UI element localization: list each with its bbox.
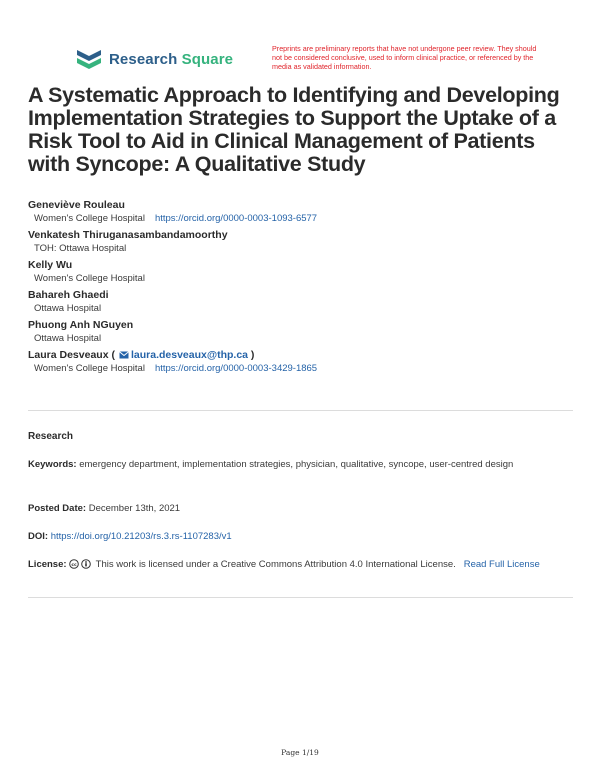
research-square-logo[interactable] <box>75 48 233 70</box>
author-entry <box>28 228 576 255</box>
author-entry <box>28 318 576 345</box>
author-name: Geneviève Rouleau <box>28 199 125 211</box>
svg-text:cc: cc <box>71 563 77 568</box>
author-name: Phuong Anh NGuyen <box>28 319 134 331</box>
orcid-link[interactable]: https://orcid.org/0000-0003-1093-6577 <box>154 213 318 224</box>
author-affiliation: TOH: Ottawa Hospital <box>34 243 127 254</box>
divider <box>28 410 573 411</box>
paper-title: A Systematic Approach to Identifying and Developing Implementation Strategies to Support the Uptake of a Risk Tool to Aid in Clinical Management of Patients with Syncope: A Qualitative Study <box>28 83 560 176</box>
email-link[interactable]: laura.desveaux@thp.ca <box>130 349 249 361</box>
preprint-disclaimer: Preprints are preliminary reports that have not undergone peer review. They should not be considered conclusive, used to inform clinical practice, or referenced by the media as validated information. <box>272 44 537 71</box>
doi-link[interactable]: https://doi.org/10.21203/rs.3.rs-1107283/v1 <box>50 531 232 542</box>
section-label: Research <box>28 431 74 442</box>
author-entry <box>28 258 576 285</box>
posted-date: Posted Date: December 13th, 2021 <box>28 503 181 514</box>
doi: DOI: https://doi.org/10.21203/rs.3.rs-1107283/v1 <box>28 531 232 542</box>
author-entry <box>28 348 576 375</box>
author-entry <box>28 198 576 225</box>
keywords: Keywords: emergency department, implementation strategies, physician, qualitative, syncope, user-centred design <box>28 459 514 470</box>
creative-commons-icon <box>69 559 79 569</box>
attribution-icon <box>81 559 91 569</box>
author-name: Venkatesh Thiruganasambandamoorthy <box>28 229 228 241</box>
author-affiliation: Ottawa Hospital <box>34 333 102 344</box>
divider <box>28 597 573 598</box>
envelope-icon <box>119 351 129 359</box>
logo-text: Research Square <box>109 50 234 68</box>
research-square-logo-icon <box>75 48 103 70</box>
author-name: Kelly Wu <box>28 259 73 271</box>
author-affiliation: Ottawa Hospital <box>34 303 102 314</box>
author-name: Bahareh Ghaedi <box>28 289 109 301</box>
author-list <box>28 198 576 378</box>
author-affiliation: Women's College Hospital https://orcid.org/0000-0003-1093-6577 <box>34 213 318 224</box>
page-number: Page 1/19 <box>281 748 319 757</box>
license: License: cc This work is licensed under a Creative Commons Attribution 4.0 International License. Read Full License <box>28 559 540 570</box>
orcid-link[interactable]: https://orcid.org/0000-0003-3429-1865 <box>154 363 318 374</box>
author-affiliation: Women's College Hospital <box>34 273 145 284</box>
author-affiliation: Women's College Hospital https://orcid.org/0000-0003-3429-1865 <box>34 363 318 374</box>
author-entry <box>28 288 576 315</box>
read-license-link[interactable]: Read Full License <box>463 559 540 570</box>
author-name: Laura Desveaux ( laura.desveaux@thp.ca ) <box>28 349 255 361</box>
